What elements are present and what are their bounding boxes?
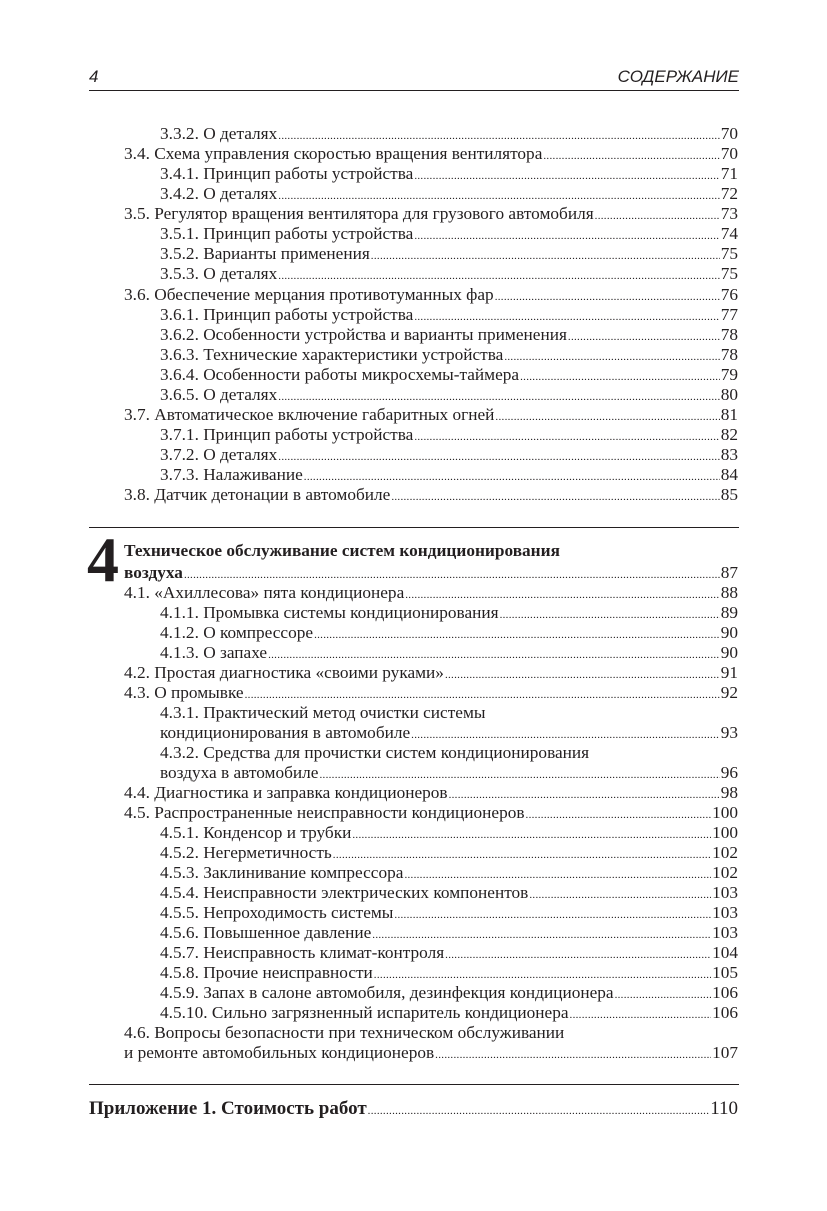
- toc-entry-3-6-2[interactable]: 3.6.2. Особенности устройства и варианты применения ..... 78: [160, 325, 738, 345]
- toc-entry-4-1-2[interactable]: 4.1.2. О компрессоре ..... 90: [160, 623, 738, 643]
- toc-entry-4-3-1[interactable]: кондиционирования в автомобиле ..... 93: [160, 723, 738, 743]
- toc-entry-4-3-1-line[interactable]: 4.3.1. Практический метод очистки системы: [160, 703, 486, 722]
- toc-entry-4-4[interactable]: 4.4. Диагностика и заправка кондиционеров ..... 98: [124, 783, 738, 803]
- toc-entry-4-5-1[interactable]: 4.5.1. Конденсор и трубки ..... 100: [160, 823, 738, 843]
- toc-entry-3-7[interactable]: 3.7. Автоматическое включение габаритных огней ..... 81: [124, 405, 738, 425]
- toc-entry-3-7-3[interactable]: 3.7.3. Налаживание ..... 84: [160, 465, 738, 485]
- toc-entry-3-5[interactable]: 3.5. Регулятор вращения вентилятора для грузового автомобиля ..... 73: [124, 204, 738, 224]
- toc-entry-4-6[interactable]: и ремонте автомобильных кондиционеров ..... 107: [124, 1043, 738, 1063]
- toc-entry-3-4-1[interactable]: 3.4.1. Принцип работы устройства ..... 71: [160, 164, 738, 184]
- toc-entry-3-5-3[interactable]: 3.5.3. О деталях ..... 75: [160, 264, 738, 284]
- toc-entry-3-7-1[interactable]: 3.7.1. Принцип работы устройства ..... 82: [160, 425, 738, 445]
- toc-entry-4-1[interactable]: 4.1. «Ахиллесова» пята кондиционера ..... 88: [124, 583, 738, 603]
- toc-entry-4-5-4[interactable]: 4.5.4. Неисправности электрических компонентов ..... 103: [160, 883, 738, 903]
- toc-entry-4-2[interactable]: 4.2. Простая диагностика «своими руками» ..... 91: [124, 663, 738, 683]
- divider: [89, 527, 739, 528]
- running-title: СОДЕРЖАНИЕ: [617, 67, 739, 86]
- toc-entry-4-5-8[interactable]: 4.5.8. Прочие неисправности ..... 105: [160, 963, 738, 983]
- divider: [89, 1084, 739, 1085]
- toc-entry-4-5-2[interactable]: 4.5.2. Негерметичность ..... 102: [160, 843, 738, 863]
- toc-entry-4-5[interactable]: 4.5. Распространенные неисправности кондиционеров ..... 100: [124, 803, 738, 823]
- toc-entry-3-4[interactable]: 3.4. Схема управления скоростью вращения вентилятора ..... 70: [124, 144, 738, 164]
- page-number: 4: [89, 67, 99, 86]
- toc-entry-4-5-3[interactable]: 4.5.3. Заклинивание компрессора ..... 102: [160, 863, 738, 883]
- toc-entry-4-3-2[interactable]: воздуха в автомобиле ..... 96: [160, 763, 738, 783]
- toc-entry-4-5-9[interactable]: 4.5.9. Запах в салоне автомобиля, дезинфекция кондиционера ..... 106: [160, 983, 738, 1003]
- toc-entry-4-5-7[interactable]: 4.5.7. Неисправность климат-контроля ..... 104: [160, 943, 738, 963]
- toc-entry-3-8[interactable]: 3.8. Датчик детонации в автомобиле ..... 85: [124, 485, 738, 505]
- toc-entry-chapter-4[interactable]: воздуха ..... 87: [124, 563, 738, 583]
- toc-entry-4-5-6[interactable]: 4.5.6. Повышенное давление ..... 103: [160, 923, 738, 943]
- toc-entry-3-5-2[interactable]: 3.5.2. Варианты применения ..... 75: [160, 244, 738, 264]
- toc-entry-4-5-10[interactable]: 4.5.10. Сильно загрязненный испаритель кондиционера ..... 106: [160, 1003, 738, 1023]
- chapter-number: 4: [87, 524, 119, 595]
- toc-entry-4-3-2-line[interactable]: 4.3.2. Средства для прочистки систем кондиционирования: [160, 743, 590, 762]
- toc-entry-3-3-2[interactable]: 3.3.2. О деталях ..... 70: [160, 124, 738, 144]
- toc-entry-3-6-4[interactable]: 3.6.4. Особенности работы микросхемы-таймера ..... 79: [160, 365, 738, 385]
- toc-entry-appendix-1[interactable]: Приложение 1. Стоимость работ ..... 110: [89, 1099, 738, 1119]
- toc-entry-3-6-1[interactable]: 3.6.1. Принцип работы устройства ..... 77: [160, 305, 738, 325]
- toc-entry-3-5-1[interactable]: 3.5.1. Принцип работы устройства ..... 74: [160, 224, 738, 244]
- toc-entry-3-4-2[interactable]: 3.4.2. О деталях ..... 72: [160, 184, 738, 204]
- toc-entry-4-1-1[interactable]: 4.1.1. Промывка системы кондиционирования ..... 89: [160, 603, 738, 623]
- toc-entry-4-1-3[interactable]: 4.1.3. О запахе ..... 90: [160, 643, 738, 663]
- toc-entry-3-6[interactable]: 3.6. Обеспечение мерцания противотуманных фар ..... 76: [124, 285, 738, 305]
- chapter-title-line[interactable]: Техническое обслуживание систем кондиционирования: [124, 541, 560, 560]
- toc-entry-4-3[interactable]: 4.3. О промывке ..... 92: [124, 683, 738, 703]
- toc-entry-3-6-3[interactable]: 3.6.3. Технические характеристики устройства ..... 78: [160, 345, 738, 365]
- toc-entry-4-5-5[interactable]: 4.5.5. Непроходимость системы ..... 103: [160, 903, 738, 923]
- toc-entry-4-6-line[interactable]: 4.6. Вопросы безопасности при техническом обслуживании: [124, 1023, 565, 1042]
- toc-entry-3-6-5[interactable]: 3.6.5. О деталях ..... 80: [160, 385, 738, 405]
- toc-entry-3-7-2[interactable]: 3.7.2. О деталях ..... 83: [160, 445, 738, 465]
